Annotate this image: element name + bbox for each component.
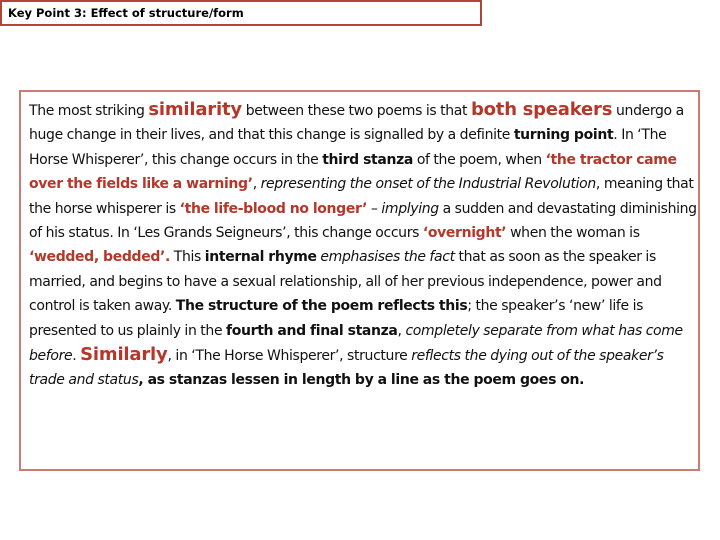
highlight-similarity: similarity [148, 99, 242, 120]
text-segment: , [397, 322, 406, 339]
text-segment: , meaning that the horse whisperer is [29, 176, 694, 217]
key-point-header [0, 0, 482, 26]
bold-internal-rhyme: internal rhyme [204, 249, 317, 266]
analysis-paragraph [29, 98, 697, 393]
text-segment: . In ‘The Horse Whisperer’, this change occurs in the [29, 127, 667, 168]
bold-fourth-final-stanza: fourth and final stanza [226, 322, 398, 339]
quote-overnight: ‘overnight’ [422, 225, 507, 242]
content-box [19, 90, 700, 471]
text-segment: of the poem, when [413, 151, 546, 168]
text-segment: when the woman is [506, 225, 640, 242]
bold-third-stanza: third stanza [322, 151, 414, 168]
italic-emphasises: emphasises the fact [320, 249, 455, 266]
quote-life-blood: ‘the life-blood no longer’ [179, 200, 368, 217]
text-segment: that as soon as the speaker is married, and begins to have a sexual relationship, all of her previous independence, power and control is taken away. [29, 249, 662, 315]
text-segment: undergo a huge change in their lives, and that this change is signalled by a definite [29, 103, 684, 144]
highlight-both-speakers: both speakers [470, 99, 613, 120]
text-segment: , [252, 176, 261, 193]
text-segment: , in ‘The Horse Whisperer’, structure [167, 348, 412, 365]
italic-completely-separate: completely separate from what has come before [29, 322, 683, 365]
text-segment: The most striking [29, 103, 149, 119]
highlight-similarly: Similarly [80, 344, 168, 366]
italic-implying: implying [381, 200, 439, 217]
text-segment: This [169, 249, 205, 266]
bold-turning-point: turning point [513, 127, 614, 144]
key-point-title: Key Point 3: Effect of structure/form [8, 6, 244, 20]
text-segment: . [72, 348, 81, 365]
text-segment: – [367, 200, 382, 217]
bold-structure-reflects: The structure of the poem reflects this [175, 298, 468, 315]
text-segment: between these two poems is that [241, 103, 471, 119]
italic-reflects-dying: reflects the dying out of the speaker’s trade and status [29, 348, 664, 389]
italic-representing: representing the onset of the Industrial Revolution [260, 176, 596, 193]
text-segment: a sudden and devastating diminishing of his status. In ‘Les Grands Seigneurs’, this change occurs [29, 200, 697, 242]
text-segment: ; the speaker’s ‘new’ life is presented to us plainly in the [29, 298, 644, 339]
quote-tractor: ‘the tractor came over the fields like a warning’ [29, 151, 677, 193]
quote-wedded-bedded: ‘wedded, bedded’. [29, 249, 170, 266]
bold-stanzas-lessen: , as stanzas lessen in length by a line as the poem goes on. [138, 372, 585, 389]
